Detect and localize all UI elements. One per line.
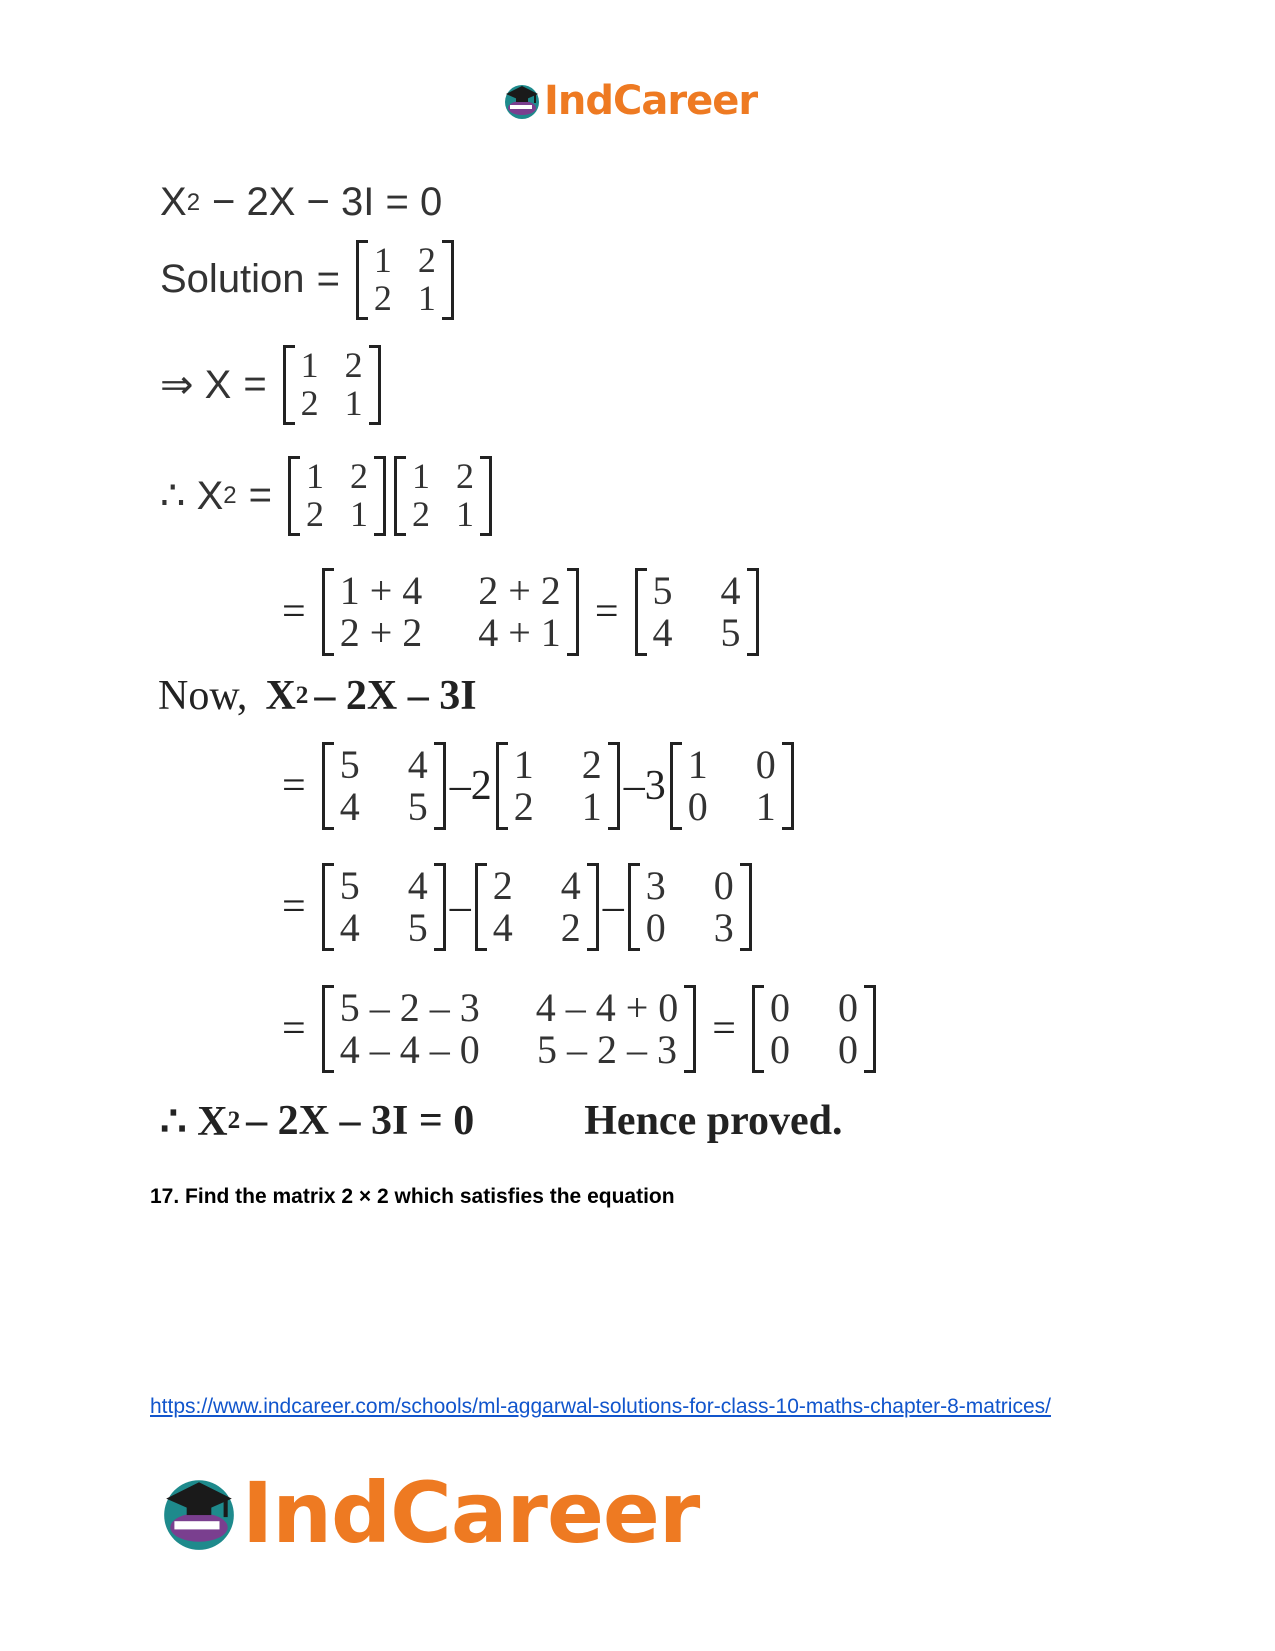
graduation-cap-icon <box>502 81 542 121</box>
x-squared-product: ∴ X 2 = 1 2 2 1 1 2 2 1 <box>160 456 496 536</box>
given-equation: X 2 − 2X − 3I = 0 <box>160 180 443 224</box>
scaled-line: = 5 4 4 5 – 2 4 4 2 – 3 0 0 3 <box>270 863 756 951</box>
solution-line: Solution = 1 2 2 1 <box>160 240 458 320</box>
matrix-3i: 3 0 0 3 <box>628 863 752 951</box>
matrix-a-b: 1 2 2 1 <box>496 742 620 830</box>
matrix-x2: 5 4 4 5 <box>635 568 759 656</box>
matrix-x2-b: 5 4 4 5 <box>322 742 446 830</box>
indcareer-logo-bottom <box>158 1464 699 1562</box>
substitution-line: = 5 4 4 5 – 2 1 2 2 1 – 3 1 0 0 1 <box>270 742 798 830</box>
conclusion-line: ∴ X 2 – 2X – 3I = 0 Hence proved. <box>160 1098 843 1145</box>
question-17: 17. Find the matrix 2 × 2 which satisfies the equation <box>150 1185 675 1208</box>
indcareer-logo-top <box>502 78 757 124</box>
difference-line: = 5 – 2 – 3 4 – 4 + 0 4 – 4 – 0 5 – 2 – 3 = 0 0 0 0 <box>270 985 880 1073</box>
matrix-x-right: 1 2 2 1 <box>394 456 492 536</box>
graduation-cap-icon <box>158 1472 240 1554</box>
matrix-a: 1 2 2 1 <box>356 240 454 320</box>
brand-wordmark: IndCareer <box>242 1464 700 1562</box>
matrix-2x: 2 4 4 2 <box>475 863 599 951</box>
matrix-zero: 0 0 0 0 <box>752 985 876 1073</box>
matrix-sum: 1 + 4 2 + 2 2 + 2 4 + 1 <box>322 568 579 656</box>
matrix-diff: 5 – 2 – 3 4 – 4 + 0 4 – 4 – 0 5 – 2 – 3 <box>322 985 697 1073</box>
matrix-identity: 1 0 0 1 <box>670 742 794 830</box>
x-definition: ⇒ X = 1 2 2 1 <box>160 345 385 425</box>
x-squared-result: = 1 + 4 2 + 2 2 + 2 4 + 1 = 5 4 4 5 <box>270 568 763 656</box>
hence-proved: Hence proved. <box>584 1098 843 1144</box>
matrix-x: 1 2 2 1 <box>283 345 381 425</box>
brand-wordmark: IndCareer <box>544 78 758 124</box>
matrix-x2-c: 5 4 4 5 <box>322 863 446 951</box>
now-line: Now, X 2 – 2X – 3I <box>158 673 477 719</box>
source-link[interactable]: https://www.indcareer.com/schools/ml-aggarwal-solutions-for-class-10-maths-chapter-8-matrices/ <box>150 1395 1051 1418</box>
matrix-x-left: 1 2 2 1 <box>288 456 386 536</box>
